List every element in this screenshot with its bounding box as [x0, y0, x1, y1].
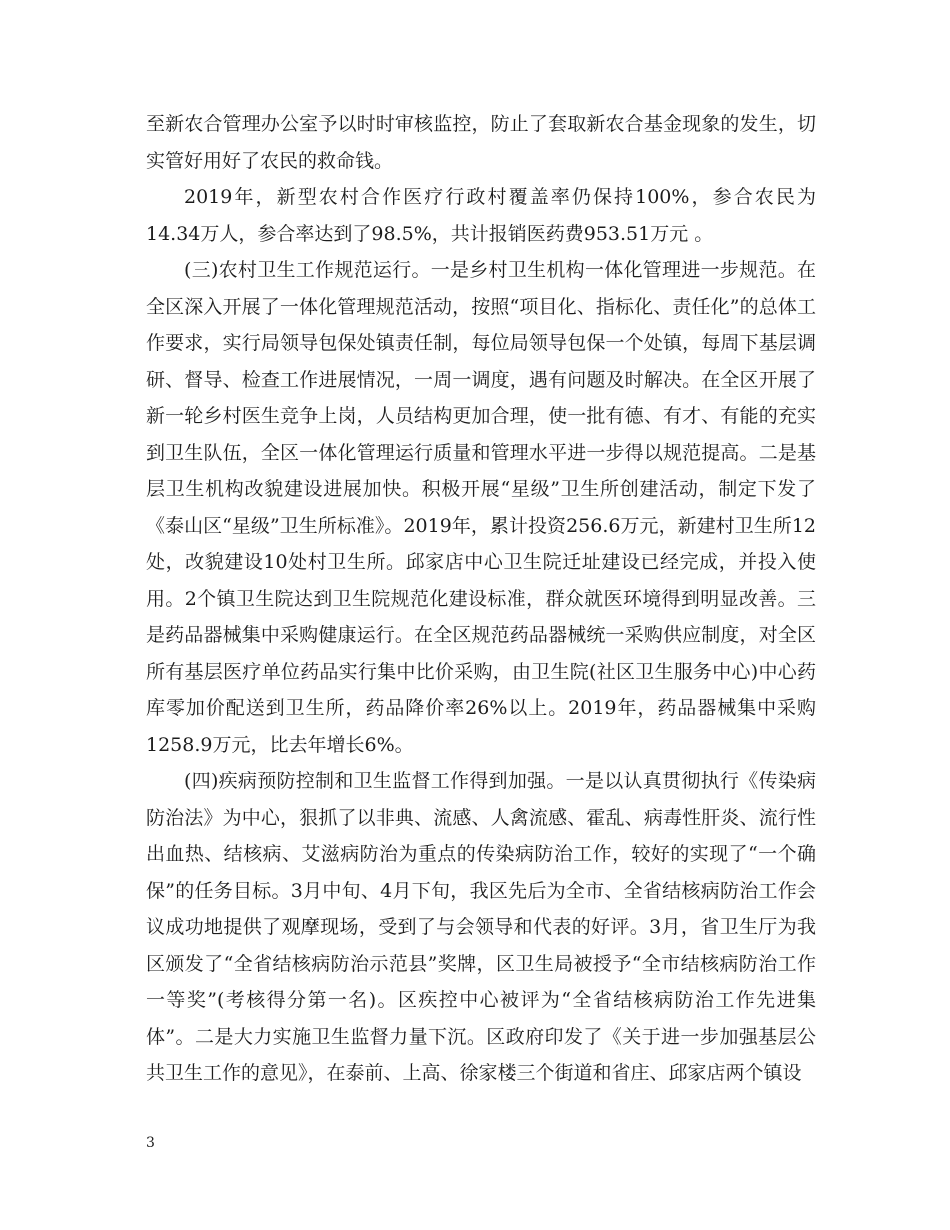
paragraph-statistics-2019: 2019年，新型农村合作医疗行政村覆盖率仍保持100%，参合农民为14.34万人，参合率达到了98.5%，共计报销医药费953.51万元 。: [146, 186, 816, 245]
body-text: [146, 106, 816, 1092]
page-number: 3: [146, 1135, 155, 1151]
paragraph-rural-health: (三)农村卫生工作规范运行。一是乡村卫生机构一体化管理进一步规范。在全区深入开展了一体化管理规范活动，按照“项目化、指标化、责任化”的总体工作要求，实行局领导包保处镇责任制，每位局领导包保一个处镇，每周下基层调研、督导、检查工作进展情况，一周一调度，遇有问题及时解决。在全区开展了新一轮乡村医生竞争上岗，人员结构更加合理，使一批有德、有才、有能的充实到卫生队伍，全区一体化管理运行质量和管理水平进一步得以规范提高。二是基层卫生机构改貌建设进展加快。积极开展“星级”卫生所创建活动，制定下发了《泰山区“星级”卫生所标准》。2019年，累计投资256.6万元，新建村卫生所12处，改貌建设10处村卫生所。邱家店中心卫生院迁址建设已经完成，并投入使用。2个镇卫生院达到卫生院规范化建设标准，群众就医环境得到明显改善。三是药品器械集中采购健康运行。在全区规范药品器械统一采购供应制度，对全区所有基层医疗单位药品实行集中比价采购，由卫生院(社区卫生服务中心)中心药库零加价配送到卫生所，药品降价率26%以上。2019年，药品器械集中采购1258.9万元，比去年增长6%。: [146, 259, 816, 756]
paragraph-continuation: 至新农合管理办公室予以时时审核监控，防止了套取新农合基金现象的发生，切实管好用好了农民的救命钱。: [146, 113, 816, 172]
paragraph-disease-control: (四)疾病预防控制和卫生监督工作得到加强。一是以认真贯彻执行《传染病防治法》为中心，狠抓了以非典、流感、人禽流感、霍乱、病毒性肝炎、流行性出血热、结核病、艾滋病防治为重点的传染病防治工作，较好的实现了“一个确保”的任务目标。3月中旬、4月下旬，我区先后为全市、全省结核病防治工作会议成功地提供了观摩现场，受到了与会领导和代表的好评。3月，省卫生厅为我区颁发了“全省结核病防治示范县”奖牌，区卫生局被授予“全市结核病防治工作一等奖”(考核得分第一名)。区疾控中心被评为“全省结核病防治工作先进集体”。二是大力实施卫生监督力量下沉。区政府印发了《关于进一步加强基层公共卫生工作的意见》，在泰前、上高、徐家楼三个街道和省庄、邱家店两个镇设: [146, 770, 816, 1084]
